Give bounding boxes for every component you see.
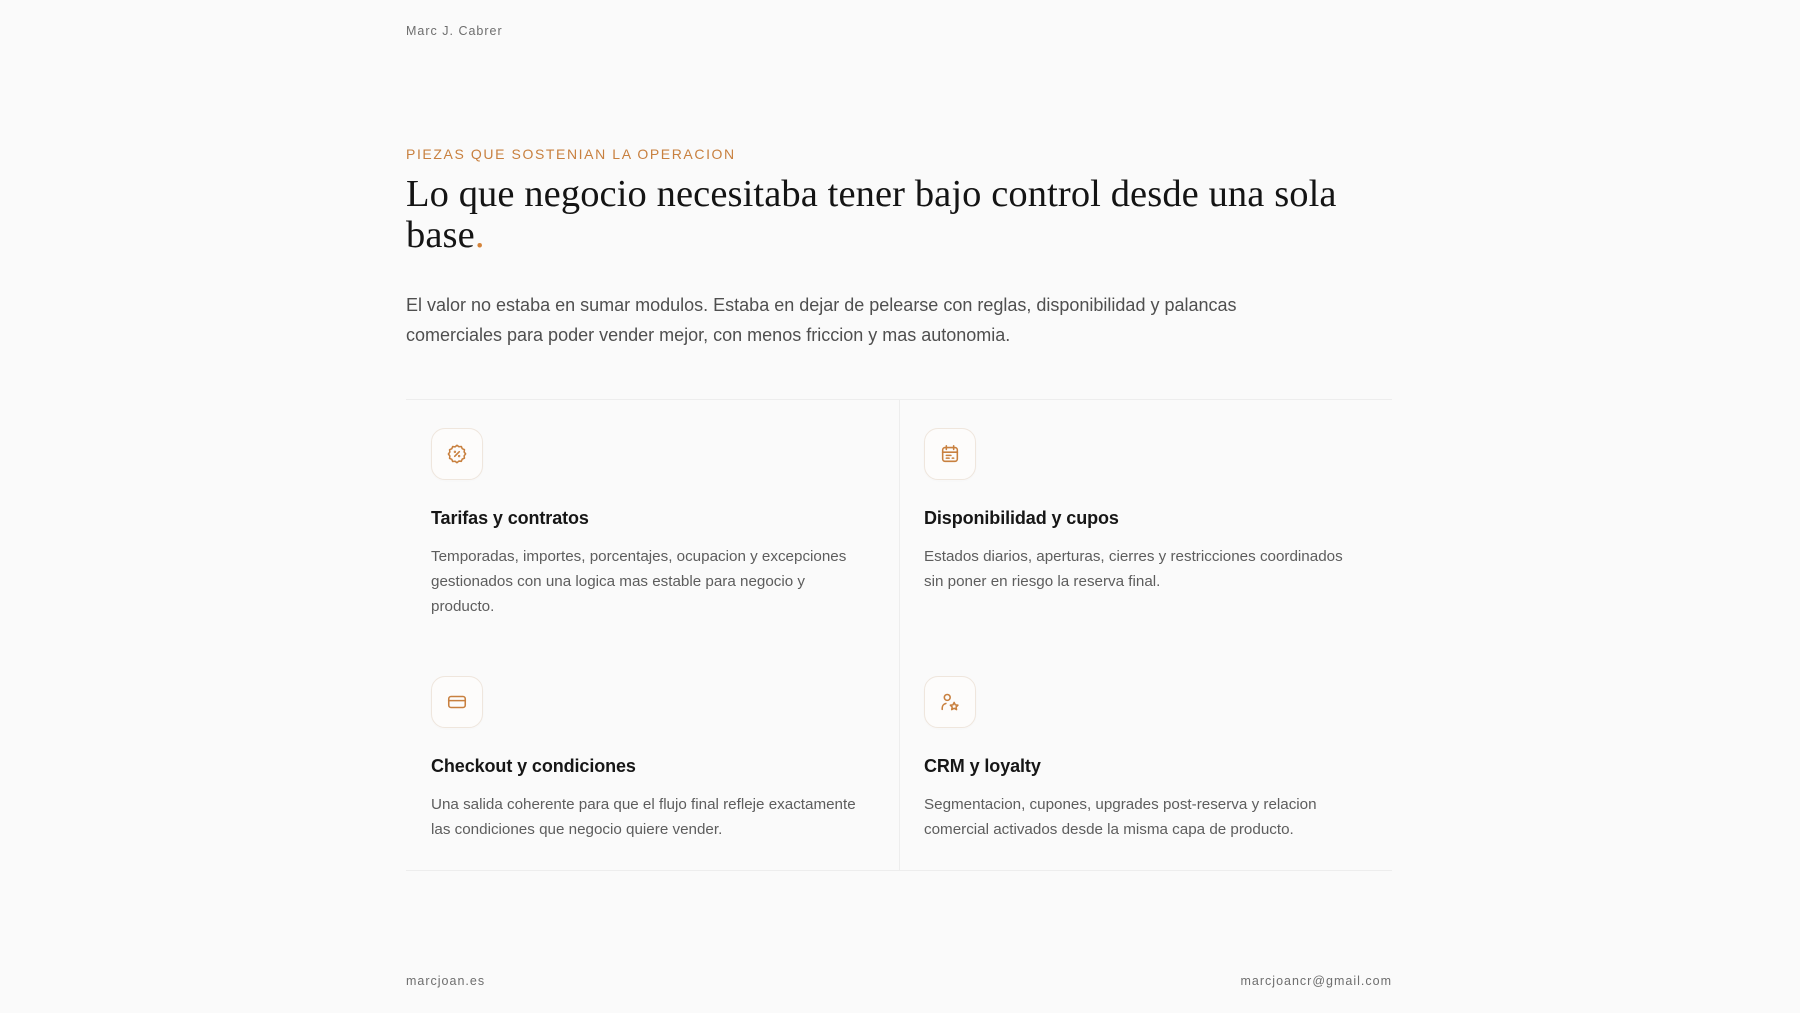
feature-description: Segmentacion, cupones, upgrades post-reserva y relacion comercial activados desde la misma capa de producto. (924, 796, 1317, 838)
feature-card-disponibilidad (899, 400, 1392, 648)
feature-description: Temporadas, importes, porcentajes, ocupacion y excepciones gestionados con una logica mas estable para negocio y producto. (431, 548, 847, 615)
credit-card-icon (431, 676, 483, 728)
section-headline (406, 174, 1366, 256)
feature-description: Estados diarios, aperturas, cierres y restricciones coordinados sin poner en riesgo la reserva final. (924, 548, 1343, 590)
headline-accent-dot: . (474, 214, 485, 256)
feature-card-crm (899, 648, 1392, 872)
discount-badge-icon (431, 428, 483, 480)
calendar-icon (924, 428, 976, 480)
brand-name: Marc J. Cabrer (406, 24, 503, 38)
feature-title: CRM y loyalty (924, 756, 1041, 776)
feature-title: Checkout y condiciones (431, 756, 636, 776)
feature-description: Una salida coherente para que el flujo final refleje exactamente las condiciones que negocio quiere vender. (431, 796, 856, 838)
footer-website-link[interactable]: marcjoan.es (406, 974, 486, 988)
footer-email-link[interactable]: marcjoancr@gmail.com (1240, 974, 1392, 988)
section-lead: El valor no estaba en sumar modulos. Estaba en dejar de pelearse con reglas, disponibilidad y palancas comerciales para poder vender mejor, con menos friccion y mas autonomia. (406, 295, 1237, 345)
headline-text: Lo que negocio necesitaba tener bajo control desde una sola base (406, 173, 1337, 256)
section-eyebrow: PIEZAS QUE SOSTENIAN LA OPERACION (406, 146, 736, 162)
feature-card-tarifas (406, 400, 899, 648)
user-star-icon (924, 676, 976, 728)
feature-card-checkout (406, 648, 899, 872)
feature-title: Disponibilidad y cupos (924, 508, 1119, 528)
features-grid (406, 399, 1392, 871)
feature-title: Tarifas y contratos (431, 508, 589, 528)
